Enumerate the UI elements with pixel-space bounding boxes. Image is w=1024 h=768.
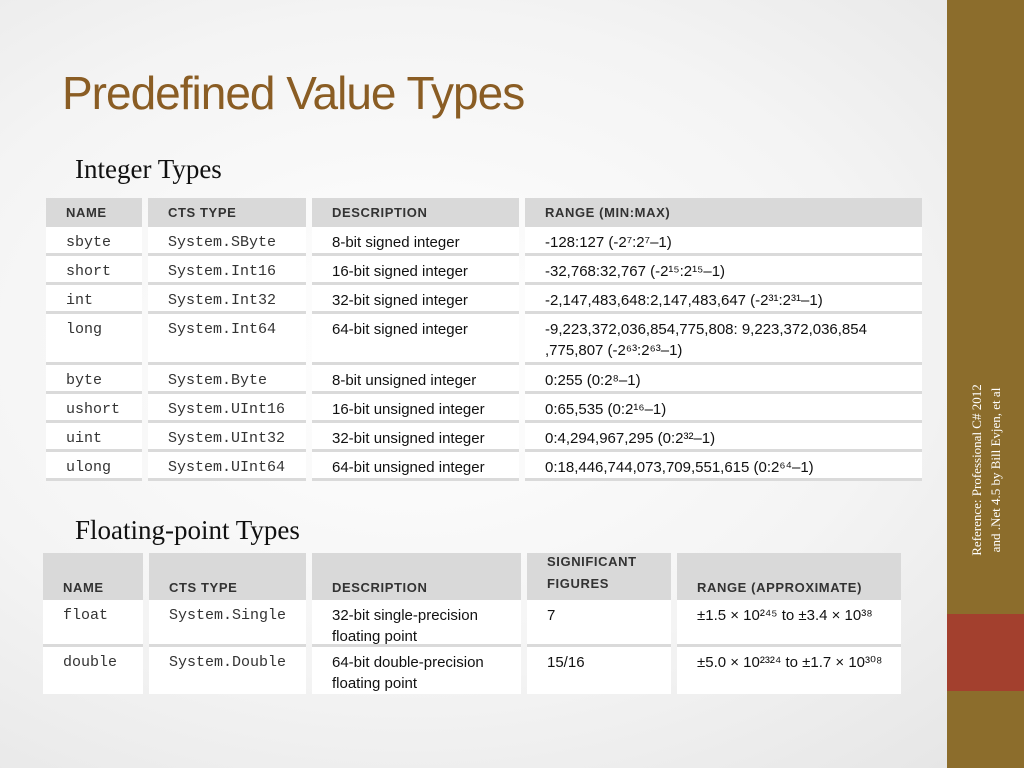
header-sig-line-2: FIGURES [547, 576, 609, 591]
int-row-desc: 8-bit signed integer [312, 227, 519, 256]
int-row-desc: 64-bit unsigned integer [312, 452, 519, 481]
int-row-range: 0:65,535 (0:2¹⁶–1) [525, 394, 922, 423]
int-row-cts: System.Byte [148, 365, 306, 394]
int-row-cts: System.Int64 [148, 314, 306, 365]
int-row-name: short [46, 256, 142, 285]
slide-title: Predefined Value Types [62, 67, 525, 119]
int-row-desc: 64-bit signed integer [312, 314, 519, 365]
int-row-name: byte [46, 365, 142, 394]
header-range: RANGE (MIN:MAX) [525, 198, 922, 227]
floating-point-types-table [43, 553, 901, 694]
header-description: DESCRIPTION [312, 198, 519, 227]
int-row-cts: System.UInt32 [148, 423, 306, 452]
header-cts-type: CTS TYPE [148, 198, 306, 227]
header-sig-line-1: SIGNIFICANT [547, 554, 637, 569]
int-row-range: -32,768:32,767 (-2¹⁵:2¹⁵–1) [525, 256, 922, 285]
fp-row-name: float [43, 600, 143, 647]
reference-line-1: Reference: Professional C# 2012 [969, 384, 984, 556]
fp-row-range: ±5.0 × 10²³²⁴ to ±1.7 × 10³⁰⁸ [677, 647, 901, 694]
int-row-name: uint [46, 423, 142, 452]
int-row-cts: System.SByte [148, 227, 306, 256]
fp-row-name: double [43, 647, 143, 694]
fp-row-desc: 64-bit double-precision floating point [312, 647, 521, 694]
header-name: NAME [43, 553, 143, 600]
int-row-range: -9,223,372,036,854,775,808: 9,223,372,036,854 ,775,807 (-2⁶³:2⁶³–1) [525, 314, 922, 365]
int-row-name: sbyte [46, 227, 142, 256]
int-row-cts: System.Int32 [148, 285, 306, 314]
header-range: RANGE (APPROXIMATE) [677, 553, 901, 600]
int-row-cts: System.Int16 [148, 256, 306, 285]
int-row-range: 0:255 (0:2⁸–1) [525, 365, 922, 394]
header-cts-type: CTS TYPE [149, 553, 306, 600]
header-description: DESCRIPTION [312, 553, 521, 600]
fp-row-range: ±1.5 × 10²⁴⁵ to ±3.4 × 10³⁸ [677, 600, 901, 647]
int-row-desc: 16-bit unsigned integer [312, 394, 519, 423]
int-row-cts: System.UInt64 [148, 452, 306, 481]
int-row-desc: 16-bit signed integer [312, 256, 519, 285]
int-row-desc: 32-bit unsigned integer [312, 423, 519, 452]
header-name: NAME [46, 198, 142, 227]
int-row-name: int [46, 285, 142, 314]
int-row-name: ulong [46, 452, 142, 481]
fp-row-desc: 32-bit single-precision floating point [312, 600, 521, 647]
integer-types-table [46, 198, 922, 481]
int-row-range: 0:4,294,967,295 (0:2³²–1) [525, 423, 922, 452]
sidebar-accent-block [947, 614, 1024, 691]
fp-row-cts: System.Single [149, 600, 306, 647]
reference-line-2: and .Net 4.5 by Bill Evjen, et al [988, 387, 1003, 553]
int-row-name: long [46, 314, 142, 365]
int-row-range: -2,147,483,648:2,147,483,647 (-2³¹:2³¹–1) [525, 285, 922, 314]
floating-point-types-heading: Floating-point Types [75, 515, 300, 545]
fp-row-sig: 7 [527, 600, 671, 647]
int-row-range: 0:18,446,744,073,709,551,615 (0:2⁶⁴–1) [525, 452, 922, 481]
fp-row-sig: 15/16 [527, 647, 671, 694]
int-row-cts: System.UInt16 [148, 394, 306, 423]
int-row-range: -128:127 (-2⁷:2⁷–1) [525, 227, 922, 256]
fp-row-cts: System.Double [149, 647, 306, 694]
int-row-desc: 32-bit signed integer [312, 285, 519, 314]
integer-types-heading: Integer Types [75, 154, 222, 184]
reference-note [967, 320, 1005, 620]
int-row-desc: 8-bit unsigned integer [312, 365, 519, 394]
int-row-name: ushort [46, 394, 142, 423]
header-significant-figures [527, 553, 671, 600]
